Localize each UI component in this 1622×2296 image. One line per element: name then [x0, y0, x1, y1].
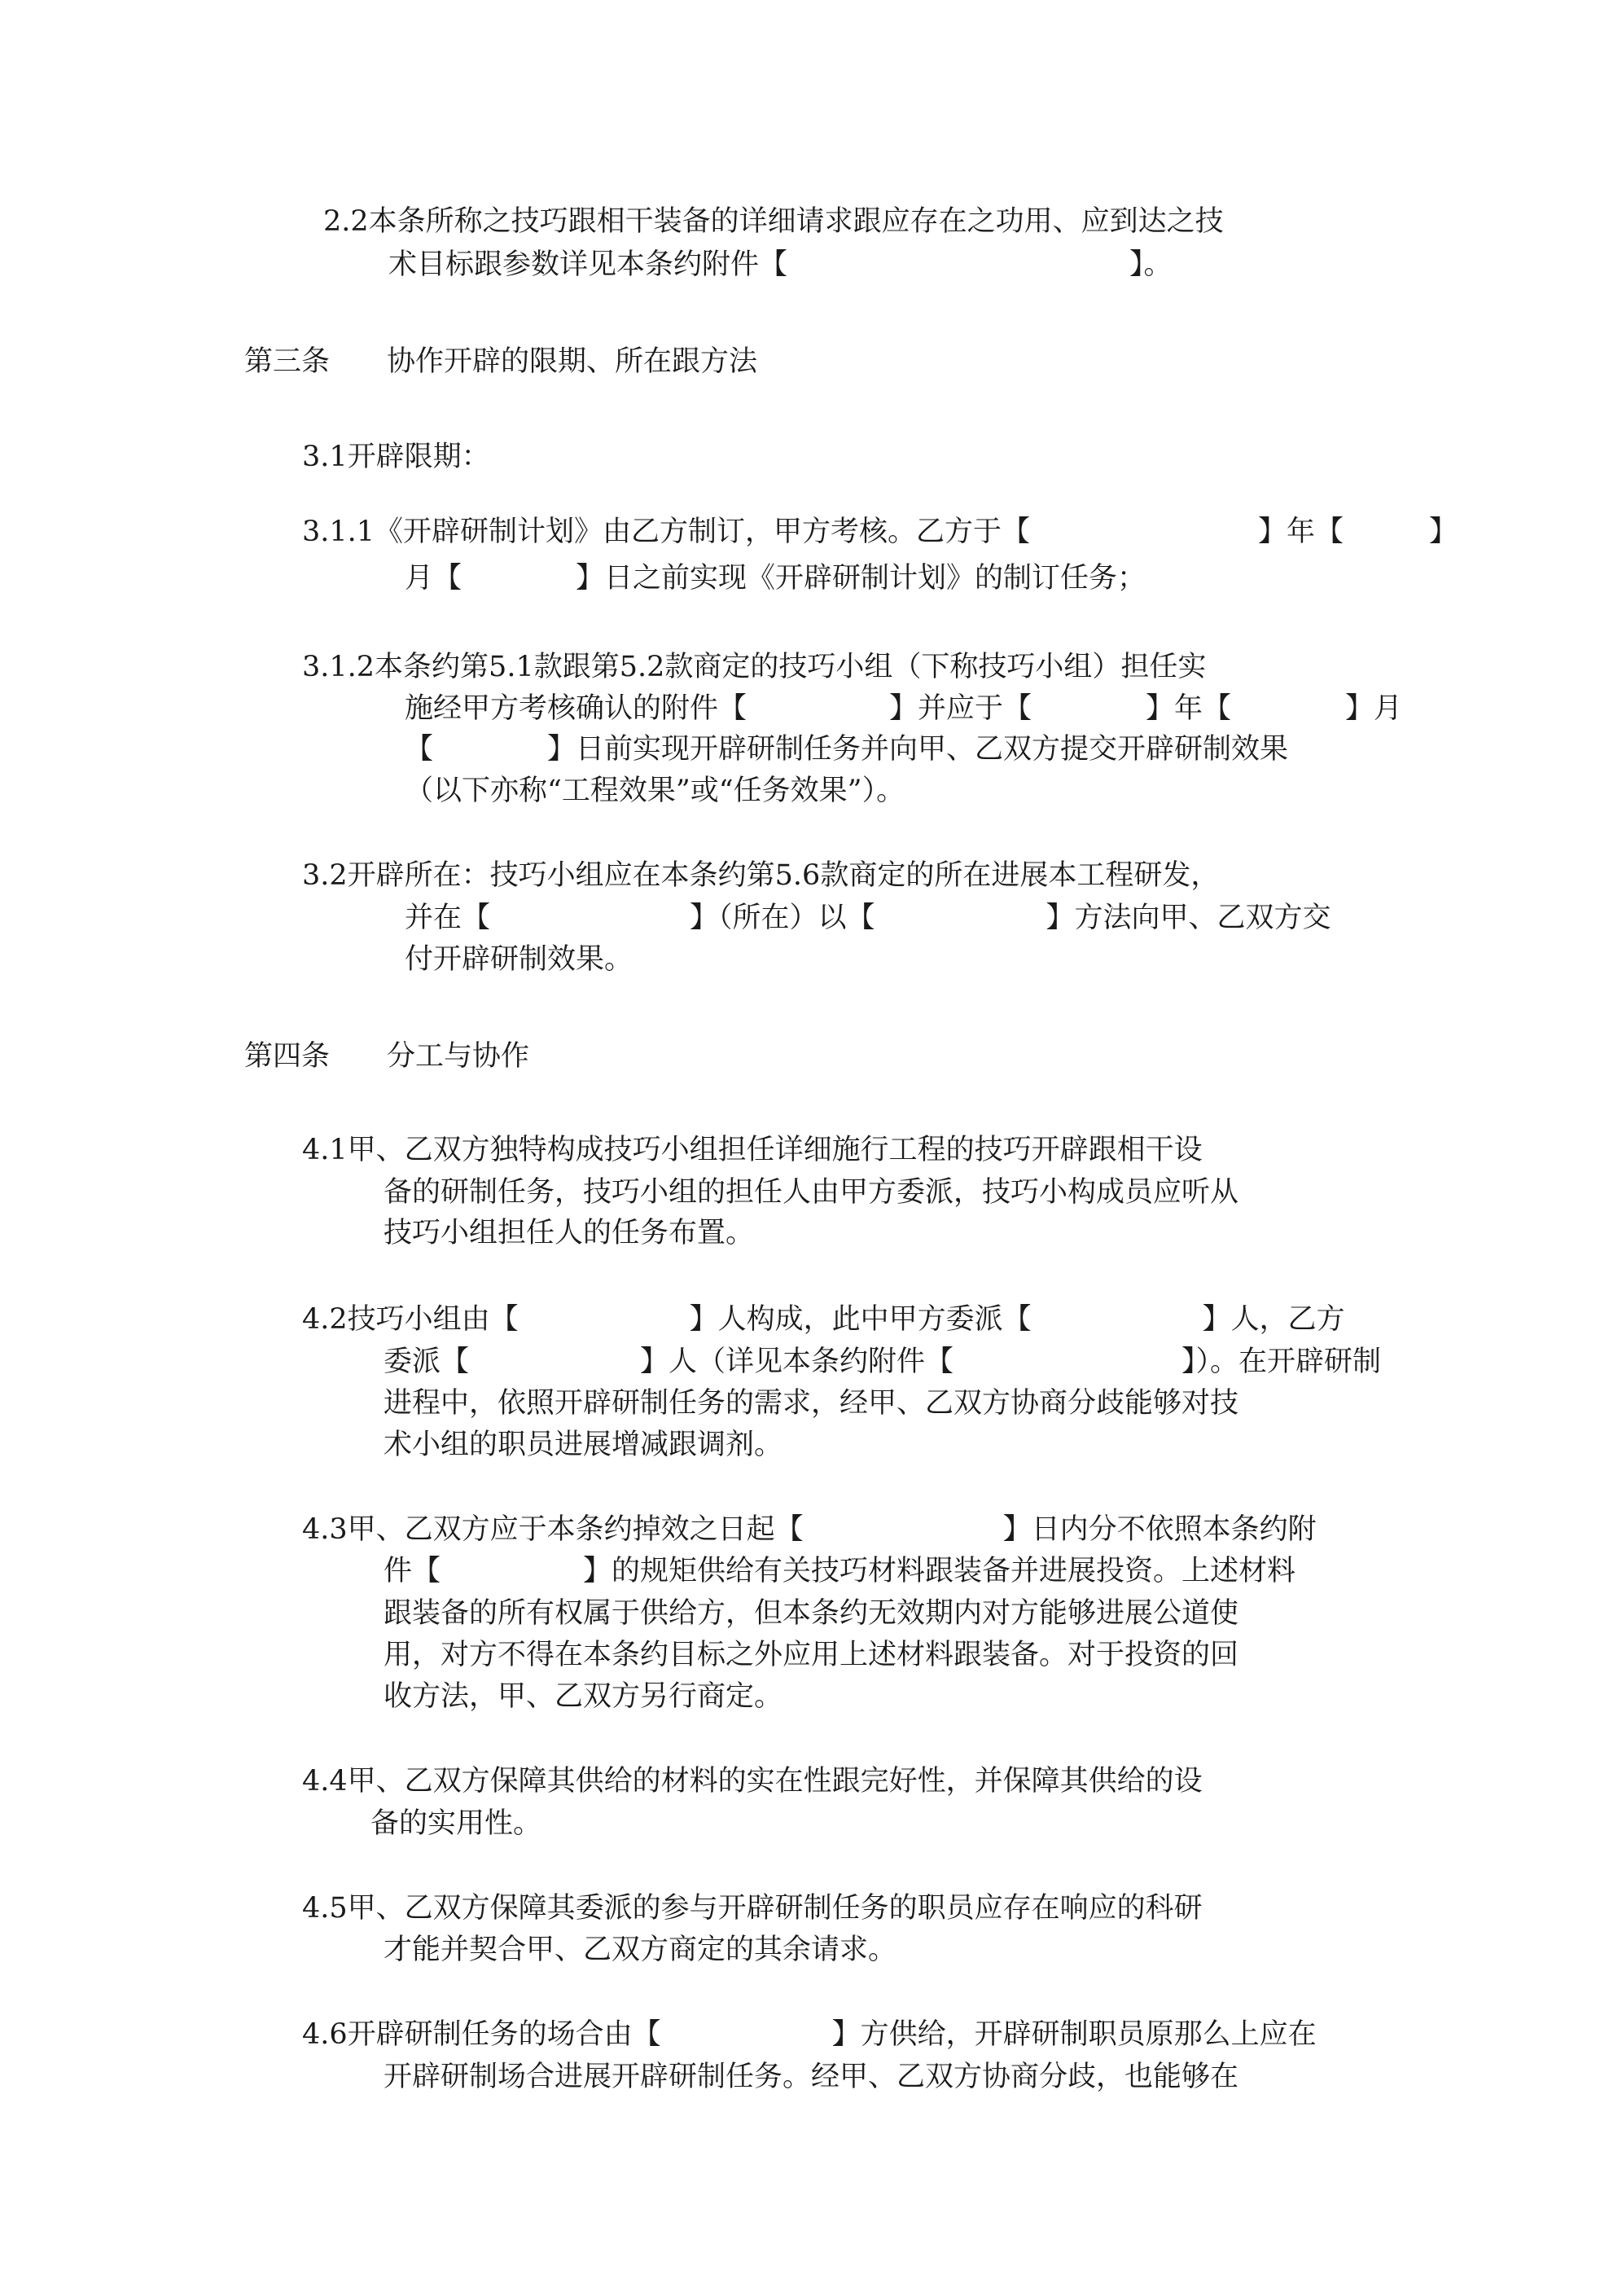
clause-4-3-line4: 用，对方不得在本条约目标之外应用上述材料跟装备。对于投资的回: [384, 1639, 1239, 1671]
clause-4-4-line1: 4.4甲、乙双方保障其供给的材料的实在性跟完好性，并保障其供给的设: [302, 1765, 1203, 1798]
article-3-title: 第三条 协作开辟的限期、所在跟方法: [244, 345, 758, 378]
clause-3-1-2-line4: （以下亦称“工程效果”或“任务效果”）。: [405, 775, 905, 807]
clause-4-3-line1: 4.3甲、乙双方应于本条约掉效之日起【 】日内分不依照本条约附: [302, 1513, 1317, 1546]
article-4-title: 第四条 分工与协作: [244, 1040, 530, 1073]
clause-4-1-line2: 备的研制任务，技巧小组的担任人由甲方委派，技巧小构成员应听从: [384, 1176, 1239, 1209]
clause-3-1: 3.1开辟限期：: [302, 441, 490, 473]
clause-4-2-line3: 进程中，依照开辟研制任务的需求，经甲、乙双方协商分歧能够对技: [384, 1387, 1239, 1420]
clause-3-2-line2: 并在【 】（所在）以【 】方法向甲、乙双方交: [405, 902, 1331, 934]
clause-4-3-line5: 收方法，甲、乙双方另行商定。: [384, 1680, 783, 1713]
clause-4-5-line1: 4.5甲、乙双方保障其委派的参与开辟研制任务的职员应存在响应的科研: [302, 1892, 1203, 1925]
clause-4-3-line3: 跟装备的所有权属于供给方，但本条约无效期内对方能够进展公道使: [384, 1597, 1239, 1630]
clause-3-1-2-line3: 【 】日前实现开辟研制任务并向甲、乙双方提交开辟研制效果: [405, 733, 1289, 766]
clause-4-4-line2: 备的实用性。: [370, 1807, 542, 1840]
clause-3-1-1-line1: 3.1.1《开辟研制计划》由乙方制订，甲方考核。乙方于【 】年【 】: [302, 516, 1458, 548]
clause-2-2-line2: 术目标跟参数详见本条约附件【 】。: [388, 248, 1173, 281]
clause-3-1-2-line1: 3.1.2本条约第5.1款跟第5.2款商定的技巧小组（下称技巧小组）担任实: [302, 651, 1207, 683]
clause-3-1-2-line2: 施经甲方考核确认的附件【 】并应于【 】年【 】月: [405, 692, 1403, 725]
clause-4-6-line2: 开辟研制场合进展开辟研制任务。经甲、乙双方协商分歧，也能够在: [384, 2061, 1239, 2093]
clause-2-2-line1: 2.2本条所称之技巧跟相干装备的详细请求跟应存在之功用、应到达之技: [323, 205, 1224, 238]
clause-4-3-line2: 件【 】的规矩供给有关技巧材料跟装备并进展投资。上述材料: [384, 1555, 1296, 1587]
clause-4-2-line2: 委派【 】人（详见本条约附件【 】）。在开辟研制: [384, 1346, 1382, 1378]
clause-3-2-line3: 付开辟研制效果。: [405, 943, 633, 976]
clause-4-2-line1: 4.2技巧小组由【 】人构成，此中甲方委派【 】人，乙方: [302, 1303, 1345, 1336]
clause-3-1-1-line2: 月【 】日之前实现《开辟研制计划》的制订任务；: [405, 562, 1146, 595]
clause-4-2-line4: 术小组的职员进展增减跟调剂。: [384, 1429, 783, 1461]
clause-4-1-line3: 技巧小组担任人的任务布置。: [384, 1217, 755, 1249]
clause-4-1-line1: 4.1甲、乙双方独特构成技巧小组担任详细施行工程的技巧开辟跟相干设: [302, 1134, 1203, 1166]
clause-4-6-line1: 4.6开辟研制任务的场合由【 】方供给，开辟研制职员原那么上应在: [302, 2018, 1317, 2051]
clause-4-5-line2: 才能并契合甲、乙双方商定的其余请求。: [384, 1934, 897, 1966]
clause-3-2-line1: 3.2开辟所在：技巧小组应在本条约第5.6款商定的所在进展本工程研发，: [302, 859, 1220, 892]
